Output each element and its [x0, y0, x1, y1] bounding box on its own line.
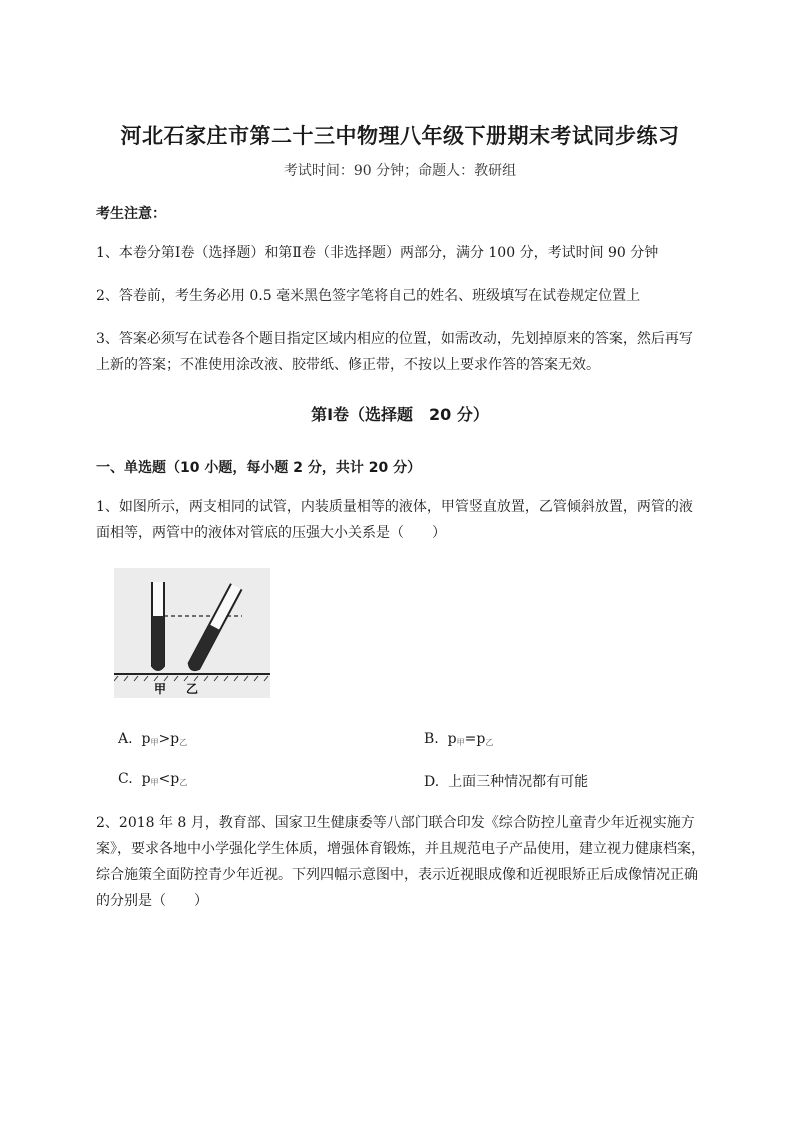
option-b-p2: p — [476, 731, 486, 747]
notice-item-1: 1、本卷分第Ⅰ卷（选择题）和第Ⅱ卷（非选择题）两部分，满分 100 分，考试时间 90 分钟 — [96, 245, 659, 261]
notice-item-3: 3、答案必须写在试卷各个题目指定区域内相应的位置，如需改动，先划掉原来的答案，然后再写上新的答案；不准使用涂改液、胶带纸、修正带，不按以上要求作答的答案无效。 — [96, 331, 693, 373]
option-c[interactable] — [118, 771, 187, 788]
label-jia: 甲 — [154, 682, 167, 696]
part-heading: 一、单选题（10 小题，每小题 2 分，共计 20 分） — [96, 460, 422, 476]
option-a-p1: p — [141, 731, 151, 747]
label-yi: 乙 — [186, 682, 199, 696]
option-a-p2: p — [170, 731, 180, 747]
option-a-sub2: 乙 — [179, 738, 188, 747]
test-tube-figure — [114, 568, 270, 698]
option-b-p1: p — [447, 731, 457, 747]
option-c-p1: p — [141, 771, 151, 787]
option-d-letter: D. — [424, 774, 440, 790]
option-b-sub2: 乙 — [485, 738, 494, 747]
option-a-relation: > — [158, 731, 171, 747]
section-title: 第Ⅰ卷（选择题 20 分） — [311, 405, 489, 424]
option-a[interactable] — [118, 731, 187, 748]
option-b[interactable] — [424, 731, 493, 748]
option-c-sub2: 乙 — [179, 778, 188, 787]
notice-heading: 考生注意： — [96, 206, 166, 222]
option-b-sub1: 甲 — [456, 738, 465, 747]
option-a-sub1: 甲 — [150, 738, 159, 747]
option-d-text: 上面三种情况都有可能 — [448, 774, 589, 790]
question-1-text: 1、如图所示，两支相同的试管，内装质量相等的液体，甲管竖直放置，乙管倾斜放置，两管的液面相等，两管中的液体对管底的压强大小关系是（ ） — [96, 499, 693, 541]
option-b-letter: B. — [424, 731, 439, 747]
exam-title: 河北石家庄市第二十三中物理八年级下册期末考试同步练习 — [120, 124, 680, 148]
option-c-p2: p — [170, 771, 180, 787]
vertical-tube — [152, 582, 164, 670]
notice-item-2: 2、答卷前，考生务必用 0.5 毫米黑色签字笔将自己的姓名、班级填写在试卷规定位置上 — [96, 288, 641, 304]
exam-subtitle: 考试时间：90 分钟；命题人：教研组 — [283, 163, 517, 179]
option-c-relation: < — [158, 771, 171, 787]
option-a-letter: A. — [118, 731, 133, 747]
test-tube-illustration — [114, 568, 270, 698]
option-d[interactable] — [424, 771, 588, 791]
option-c-letter: C. — [118, 771, 133, 787]
question-2-text: 2、2018 年 8 月，教育部、国家卫生健康委等八部门联合印发《综合防控儿童青少年近视实施方案》，要求各地中小学强化学生体质，增强体育锻炼，并且规范电子产品使用，建立视力健康档案，综合施策全面防控青少年近视。下列四幅示意图中，表示近视眼成像和近视眼矫正后成像情况正确的分别是（ ） — [96, 815, 705, 909]
option-c-sub1: 甲 — [150, 778, 159, 787]
option-b-relation: = — [464, 731, 477, 747]
